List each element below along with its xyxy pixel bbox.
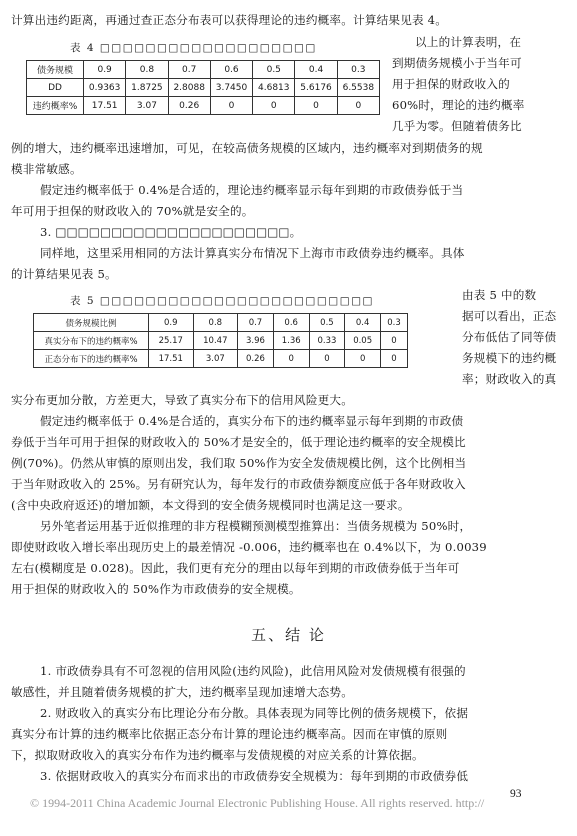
- text-line: 用于担保的财政收入的: [392, 77, 510, 91]
- text-line: 用于担保的财政收入的 50%作为市政债券的安全规模。: [11, 582, 301, 596]
- table-row: [27, 61, 380, 79]
- table-cell: 债务规模: [27, 61, 84, 79]
- text-line: 敏感性，并且随着债务规模的扩大，违约概率呈现加速增大态势。: [11, 685, 354, 699]
- text-line: 务规模下的违约概: [462, 351, 557, 365]
- table-cell: 3.7450: [210, 79, 252, 97]
- table-cell: 0.7: [238, 314, 274, 332]
- text-line: 由表 5 中的数: [462, 288, 537, 302]
- text-line: 的计算结果见表 5。: [11, 267, 117, 281]
- text-line: (含中央政府返还)的增加额，本文得到的安全债务规模同时也满足这一要求。: [11, 498, 410, 512]
- page-number: 93: [510, 788, 522, 800]
- table-cell: 0: [337, 97, 379, 115]
- table-cell: 0.3: [337, 61, 379, 79]
- table-cell: 0.05: [345, 332, 381, 350]
- table-cell: 10.47: [193, 332, 238, 350]
- table-cell: 1.36: [273, 332, 309, 350]
- table-cell: 0: [273, 350, 309, 368]
- table-cell: 债务规模比例: [34, 314, 149, 332]
- text-line: 分布低估了同等债: [462, 330, 557, 344]
- table-cell: 17.51: [149, 350, 194, 368]
- table-cell: 3.96: [238, 332, 274, 350]
- table-row: [27, 79, 380, 97]
- copyright-footer: © 1994-2011 China Academic Journal Electronic Publishing House. All rights reserved. http://: [30, 796, 485, 810]
- text-line: 2. 财政收入的真实分布比理论分布分散。具体表现为同等比例的债务规模下，依据: [40, 706, 469, 720]
- table-row: [34, 350, 408, 368]
- table-cell: 25.17: [149, 332, 194, 350]
- text-line: 3. □□□□□□□□□□□□□□□□□□□□□。: [40, 225, 302, 239]
- text-line: 例的增大，违约概率迅速增加，可见，在较高债务规模的区域内，违约概率对到期债务的规: [11, 141, 483, 155]
- table-cell: 3.07: [193, 350, 238, 368]
- table-cell: 0: [381, 350, 408, 368]
- table-cell: 0.33: [309, 332, 345, 350]
- text-line: 同样地，这里采用相同的方法计算真实分布情况下上海市市政债券违约概率。具体: [40, 246, 465, 260]
- table-cell: 0: [210, 97, 252, 115]
- text-line: 于当年财政收入的 25%。另有研究认为，每年发行的市政债券额度应低于各年财政收入: [11, 477, 466, 491]
- text-line: 1. 市政债券具有不可忽视的信用风险(违约风险)，此信用风险对发债规模有很强的: [40, 664, 466, 678]
- table-cell: 0.7: [168, 61, 210, 79]
- table-cell: 0: [295, 97, 337, 115]
- text-line: 假定违约概率低于 0.4%是合适的，理论违约概率显示每年到期的市政债券低于当: [40, 183, 464, 197]
- text-line: 60%时，理论的违约概率: [392, 98, 525, 112]
- table-cell: 0.3: [381, 314, 408, 332]
- table-cell: 0.4: [295, 61, 337, 79]
- table-cell: 正态分布下的违约概率%: [34, 350, 149, 368]
- table-cell: 0.9: [84, 61, 126, 79]
- table-row: [34, 314, 408, 332]
- table-cell: 0: [253, 97, 295, 115]
- text-line: 例(70%)。仍然从审慎的原则出发，我们取 50%作为安全发债规模比例，这个比例相当: [11, 456, 467, 470]
- table-cell: 0.8: [126, 61, 168, 79]
- text-line: 计算出违约距离，再通过查正态分布表可以获得理论的违约概率。计算结果见表 4。: [11, 13, 448, 27]
- table-cell: 0: [345, 350, 381, 368]
- text-line: 即使财政收入增长率出现历史上的最差情况 -0.006，违约概率也在 0.4%以下，为 0.0039: [11, 540, 487, 554]
- table-cell: 真实分布下的违约概率%: [34, 332, 149, 350]
- text-line: 另外笔者运用基于近似推理的非方程模糊预测模型推算出：当债务规模为 50%时，: [40, 519, 472, 533]
- text-line: 实分布更加分散，方差更大，导致了真实分布下的信用风险更大。: [11, 393, 354, 407]
- table-cell: 0.8: [193, 314, 238, 332]
- table-cell: 0.9363: [84, 79, 126, 97]
- text-line: 据可以看出，正态: [462, 309, 557, 323]
- table-cell: 5.6176: [295, 79, 337, 97]
- table-cell: 0.6: [273, 314, 309, 332]
- table-row: [34, 332, 408, 350]
- table-cell: 0.26: [168, 97, 210, 115]
- table-cell: 0.26: [238, 350, 274, 368]
- table-4: [26, 60, 380, 115]
- table-cell: 0.6: [210, 61, 252, 79]
- table-cell: 6.5538: [337, 79, 379, 97]
- text-line: 券低于当年可用于担保的财政收入的 50%才是安全的，低于理论违约概率的安全规模比: [11, 435, 466, 449]
- table-row: [27, 97, 380, 115]
- text-line: 假定违约概率低于 0.4%是合适的，真实分布下的违约概率显示每年到期的市政债: [40, 414, 464, 428]
- table-cell: 4.6813: [253, 79, 295, 97]
- table-cell: 3.07: [126, 97, 168, 115]
- table-cell: 0.5: [309, 314, 345, 332]
- table-cell: 17.51: [84, 97, 126, 115]
- section-heading: 五、结 论: [251, 626, 326, 644]
- text-line: 几乎为零。但随着债务比: [392, 119, 522, 133]
- table-cell: DD: [27, 79, 84, 97]
- text-line: 下，拟取财政收入的真实分布作为违约概率与发债规模的对应关系的计算依据。: [11, 748, 424, 762]
- text-line: 到期债务规模小于当年可: [392, 56, 522, 70]
- table-5: [33, 313, 408, 368]
- table-cell: 0: [309, 350, 345, 368]
- table-5-caption: 表 5 □□□□□□□□□□□□□□□□□□□□□□□□: [70, 295, 374, 307]
- table-cell: 0: [381, 332, 408, 350]
- text-line: 真实分布计算的违约概率比依据正态分布计算的理论违约概率高。因而在审慎的原则: [11, 727, 448, 741]
- text-line: 3. 依据财政收入的真实分布而求出的市政债券安全规模为：每年到期的市政债券低: [40, 769, 469, 783]
- table-cell: 2.8088: [168, 79, 210, 97]
- table-cell: 1.8725: [126, 79, 168, 97]
- text-line: 以上的计算表明，在: [415, 35, 522, 49]
- table-4-caption: 表 4 □□□□□□□□□□□□□□□□□□□: [70, 42, 317, 54]
- text-line: 年可用于担保的财政收入的 70%就是安全的。: [11, 204, 254, 218]
- table-cell: 0.5: [253, 61, 295, 79]
- table-cell: 0.9: [149, 314, 194, 332]
- table-cell: 违约概率%: [27, 97, 84, 115]
- text-line: 率；财政收入的真: [462, 372, 557, 386]
- text-line: 模非常敏感。: [11, 162, 82, 176]
- table-cell: 0.4: [345, 314, 381, 332]
- text-line: 左右(模糊度是 0.028)。因此，我们更有充分的理由以每年到期的市政债券低于当年可: [11, 561, 460, 575]
